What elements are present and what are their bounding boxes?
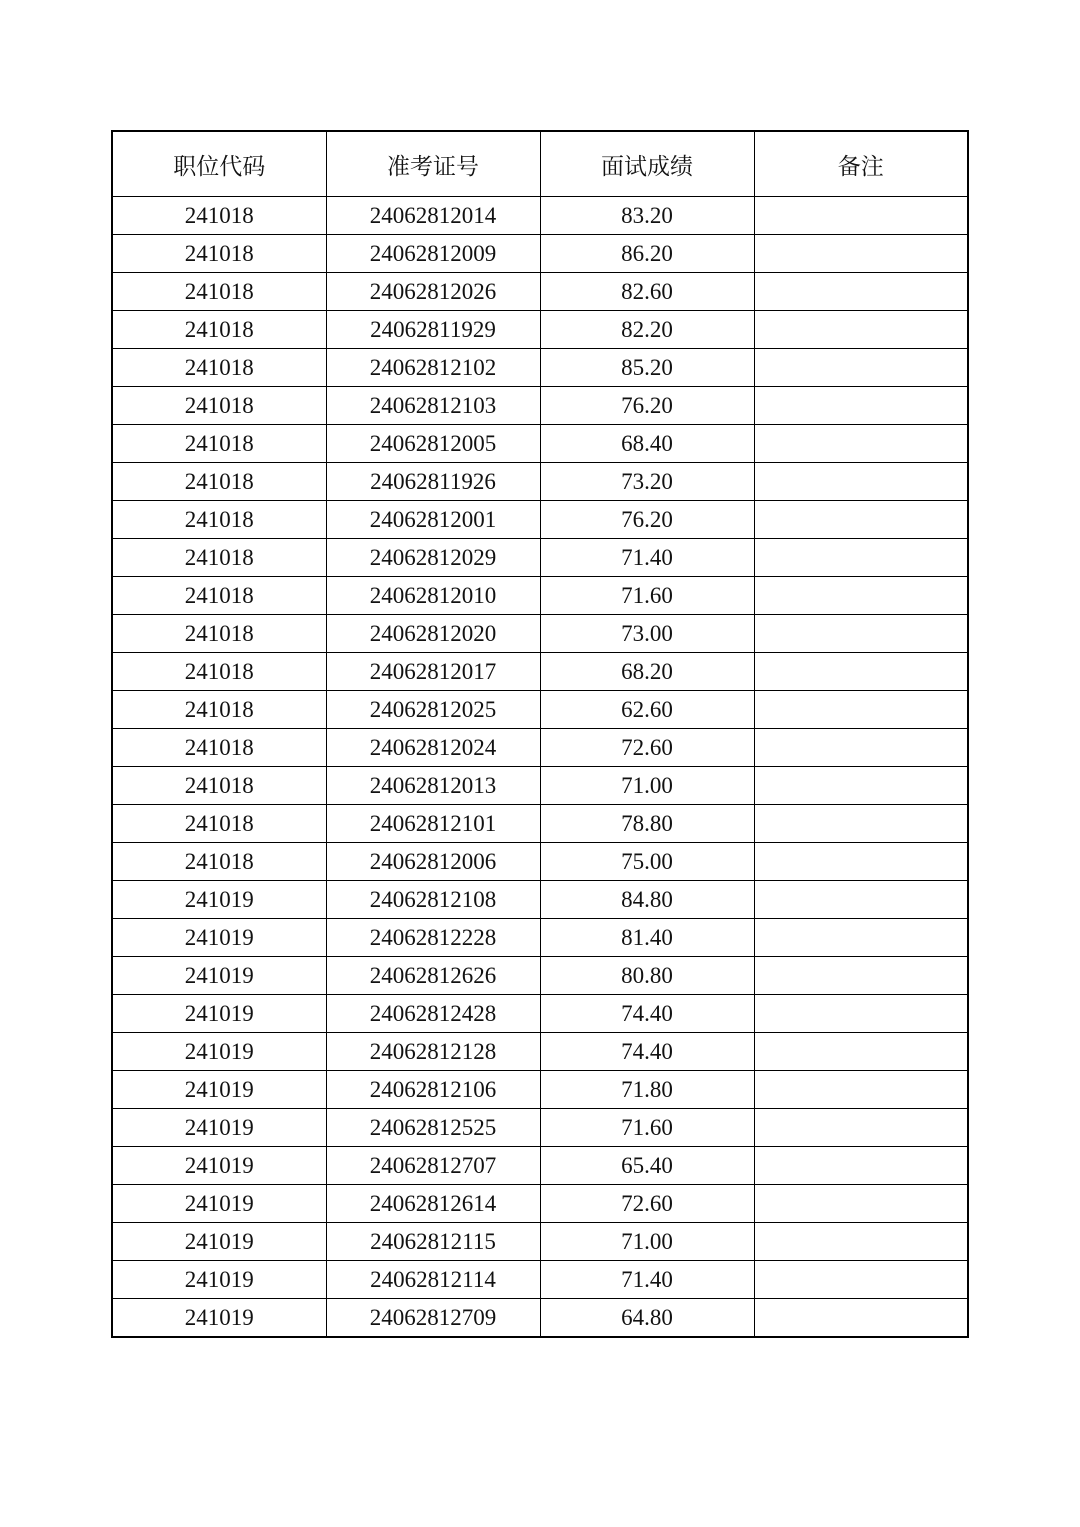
admission-number-cell: 24062812101 [326, 805, 540, 843]
remarks-cell [754, 1109, 968, 1147]
interview-score-cell: 72.60 [540, 729, 754, 767]
position-code-cell: 241018 [112, 463, 326, 501]
position-code-cell: 241018 [112, 805, 326, 843]
remarks-cell [754, 425, 968, 463]
admission-number-cell: 24062812025 [326, 691, 540, 729]
remarks-cell [754, 729, 968, 767]
table-row [112, 1147, 968, 1185]
table-row [112, 1261, 968, 1299]
position-code-cell: 241019 [112, 957, 326, 995]
admission-number-cell: 24062812024 [326, 729, 540, 767]
position-code-cell: 241018 [112, 387, 326, 425]
table-row [112, 995, 968, 1033]
interview-score-cell: 62.60 [540, 691, 754, 729]
remarks-cell [754, 1299, 968, 1338]
remarks-cell [754, 615, 968, 653]
position-code-cell: 241019 [112, 1223, 326, 1261]
position-code-cell: 241019 [112, 1185, 326, 1223]
table-row [112, 653, 968, 691]
interview-score-cell: 64.80 [540, 1299, 754, 1338]
table-row [112, 577, 968, 615]
remarks-cell [754, 1033, 968, 1071]
admission-number-cell: 24062812102 [326, 349, 540, 387]
position-code-cell: 241019 [112, 1299, 326, 1338]
position-code-cell: 241018 [112, 653, 326, 691]
interview-score-cell: 72.60 [540, 1185, 754, 1223]
interview-score-cell: 82.60 [540, 273, 754, 311]
interview-score-cell: 73.00 [540, 615, 754, 653]
admission-number-cell: 24062812707 [326, 1147, 540, 1185]
position-code-cell: 241019 [112, 1109, 326, 1147]
interview-score-cell: 83.20 [540, 197, 754, 235]
position-code-cell: 241018 [112, 349, 326, 387]
remarks-cell [754, 653, 968, 691]
interview-score-cell: 84.80 [540, 881, 754, 919]
table-row [112, 425, 968, 463]
header-interview-score: 面试成绩 [540, 131, 754, 197]
remarks-cell [754, 349, 968, 387]
table-row [112, 463, 968, 501]
interview-score-cell: 71.60 [540, 577, 754, 615]
table-row [112, 1033, 968, 1071]
admission-number-cell: 24062812709 [326, 1299, 540, 1338]
interview-score-cell: 71.00 [540, 767, 754, 805]
table-row [112, 691, 968, 729]
table-row [112, 843, 968, 881]
interview-score-cell: 76.20 [540, 387, 754, 425]
remarks-cell [754, 197, 968, 235]
position-code-cell: 241018 [112, 539, 326, 577]
remarks-cell [754, 881, 968, 919]
table-row [112, 767, 968, 805]
interview-score-cell: 71.40 [540, 539, 754, 577]
remarks-cell [754, 691, 968, 729]
position-code-cell: 241018 [112, 197, 326, 235]
table-row [112, 349, 968, 387]
interview-score-cell: 78.80 [540, 805, 754, 843]
interview-score-cell: 85.20 [540, 349, 754, 387]
position-code-cell: 241018 [112, 425, 326, 463]
position-code-cell: 241018 [112, 729, 326, 767]
admission-number-cell: 24062812001 [326, 501, 540, 539]
admission-number-cell: 24062812005 [326, 425, 540, 463]
interview-score-cell: 71.00 [540, 1223, 754, 1261]
remarks-cell [754, 273, 968, 311]
header-remarks: 备注 [754, 131, 968, 197]
admission-number-cell: 24062812525 [326, 1109, 540, 1147]
table-row [112, 1223, 968, 1261]
remarks-cell [754, 1071, 968, 1109]
position-code-cell: 241019 [112, 1261, 326, 1299]
remarks-cell [754, 539, 968, 577]
table-row [112, 1299, 968, 1338]
table-body [112, 197, 968, 1338]
interview-score-cell: 68.20 [540, 653, 754, 691]
position-code-cell: 241018 [112, 691, 326, 729]
position-code-cell: 241018 [112, 577, 326, 615]
admission-number-cell: 24062812115 [326, 1223, 540, 1261]
admission-number-cell: 24062812014 [326, 197, 540, 235]
table-header [112, 131, 968, 197]
interview-score-cell: 68.40 [540, 425, 754, 463]
table-row [112, 539, 968, 577]
interview-score-cell: 74.40 [540, 1033, 754, 1071]
position-code-cell: 241019 [112, 1147, 326, 1185]
remarks-cell [754, 311, 968, 349]
admission-number-cell: 24062812428 [326, 995, 540, 1033]
position-code-cell: 241019 [112, 995, 326, 1033]
admission-number-cell: 24062812020 [326, 615, 540, 653]
admission-number-cell: 24062812128 [326, 1033, 540, 1071]
table-row [112, 1071, 968, 1109]
admission-number-cell: 24062812013 [326, 767, 540, 805]
table-row [112, 919, 968, 957]
header-position-code: 职位代码 [112, 131, 326, 197]
admission-number-cell: 24062812106 [326, 1071, 540, 1109]
table-row [112, 1185, 968, 1223]
remarks-cell [754, 1223, 968, 1261]
position-code-cell: 241018 [112, 767, 326, 805]
position-code-cell: 241018 [112, 235, 326, 273]
table-row [112, 235, 968, 273]
table-row [112, 881, 968, 919]
position-code-cell: 241019 [112, 1071, 326, 1109]
table-row [112, 311, 968, 349]
interview-score-cell: 71.80 [540, 1071, 754, 1109]
remarks-cell [754, 235, 968, 273]
remarks-cell [754, 767, 968, 805]
interview-score-cell: 65.40 [540, 1147, 754, 1185]
admission-number-cell: 24062812114 [326, 1261, 540, 1299]
remarks-cell [754, 387, 968, 425]
table-row [112, 273, 968, 311]
interview-score-cell: 71.40 [540, 1261, 754, 1299]
interview-score-cell: 80.80 [540, 957, 754, 995]
interview-score-cell: 82.20 [540, 311, 754, 349]
table-row [112, 197, 968, 235]
admission-number-cell: 24062812228 [326, 919, 540, 957]
admission-number-cell: 24062811929 [326, 311, 540, 349]
interview-score-cell: 71.60 [540, 1109, 754, 1147]
admission-number-cell: 24062812029 [326, 539, 540, 577]
admission-number-cell: 24062812010 [326, 577, 540, 615]
interview-score-cell: 73.20 [540, 463, 754, 501]
header-admission-number: 准考证号 [326, 131, 540, 197]
interview-score-cell: 81.40 [540, 919, 754, 957]
position-code-cell: 241018 [112, 273, 326, 311]
table-row [112, 1109, 968, 1147]
remarks-cell [754, 995, 968, 1033]
table-row [112, 729, 968, 767]
interview-score-table [111, 130, 969, 1338]
remarks-cell [754, 463, 968, 501]
remarks-cell [754, 1147, 968, 1185]
admission-number-cell: 24062811926 [326, 463, 540, 501]
position-code-cell: 241019 [112, 881, 326, 919]
remarks-cell [754, 1261, 968, 1299]
interview-score-cell: 74.40 [540, 995, 754, 1033]
table-row [112, 957, 968, 995]
position-code-cell: 241019 [112, 1033, 326, 1071]
admission-number-cell: 24062812009 [326, 235, 540, 273]
remarks-cell [754, 805, 968, 843]
admission-number-cell: 24062812108 [326, 881, 540, 919]
admission-number-cell: 24062812026 [326, 273, 540, 311]
header-row [112, 131, 968, 197]
remarks-cell [754, 957, 968, 995]
position-code-cell: 241018 [112, 843, 326, 881]
table-row [112, 387, 968, 425]
admission-number-cell: 24062812626 [326, 957, 540, 995]
admission-number-cell: 24062812006 [326, 843, 540, 881]
remarks-cell [754, 577, 968, 615]
interview-score-cell: 86.20 [540, 235, 754, 273]
admission-number-cell: 24062812614 [326, 1185, 540, 1223]
table-row [112, 501, 968, 539]
admission-number-cell: 24062812017 [326, 653, 540, 691]
remarks-cell [754, 1185, 968, 1223]
remarks-cell [754, 501, 968, 539]
remarks-cell [754, 843, 968, 881]
admission-number-cell: 24062812103 [326, 387, 540, 425]
interview-score-cell: 76.20 [540, 501, 754, 539]
interview-score-cell: 75.00 [540, 843, 754, 881]
position-code-cell: 241018 [112, 501, 326, 539]
remarks-cell [754, 919, 968, 957]
position-code-cell: 241018 [112, 311, 326, 349]
table-row [112, 805, 968, 843]
position-code-cell: 241019 [112, 919, 326, 957]
position-code-cell: 241018 [112, 615, 326, 653]
table-row [112, 615, 968, 653]
